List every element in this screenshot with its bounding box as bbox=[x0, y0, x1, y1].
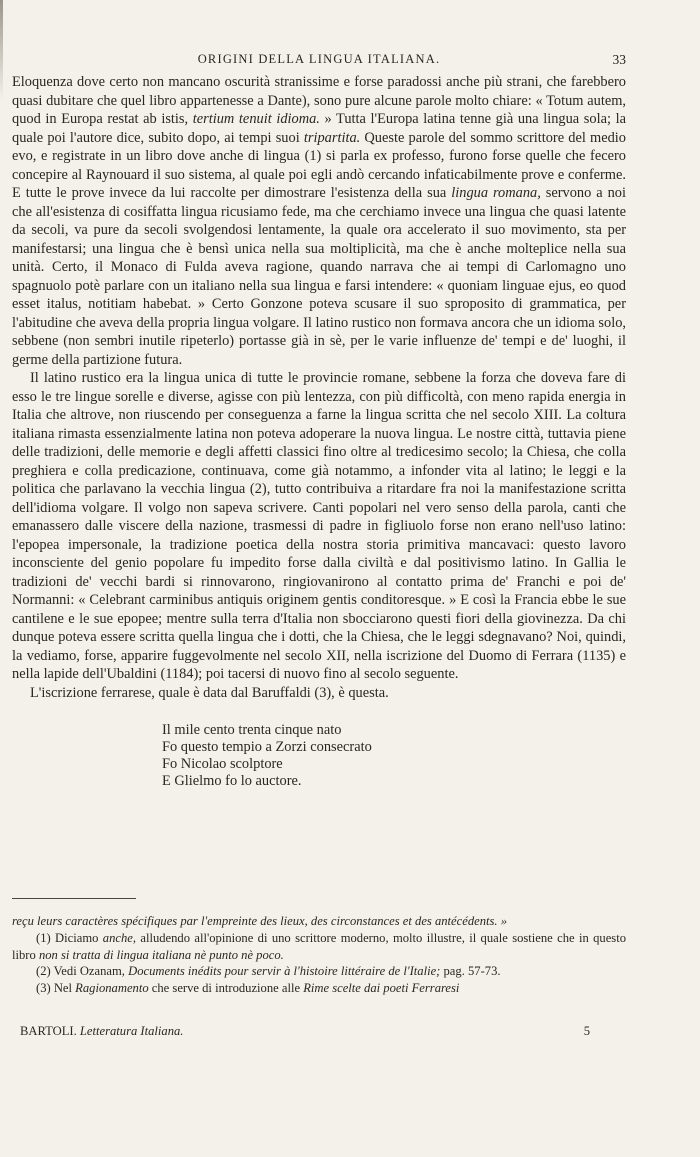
paragraph-1 bbox=[12, 73, 626, 369]
page-number: 33 bbox=[612, 52, 626, 67]
running-title: ORIGINI DELLA LINGUA ITALIANA. bbox=[197, 52, 441, 66]
paragraph-3: L'iscrizione ferrarese, quale è data dal Baruffaldi (3), è questa. bbox=[30, 684, 389, 701]
text-run: che serve di introduzione alle bbox=[148, 981, 304, 996]
italic-run: tripartita. bbox=[303, 129, 361, 146]
footnote-1 bbox=[12, 930, 626, 964]
italic-run: non si tratta di lingua italiana nè punto nè poco. bbox=[38, 947, 284, 962]
text-run: Queste parole del sommo scrittore del medio evo, e registrate in un libro dove anche di lingua (1) si parla ex professo, furono forse quelle che fecero concepire al Raynouard il suo sistema, al quale poi egli andò cercando infaticabilmente prove e conferme. E tutte le prove invece da lui raccolte per dimostrare l'esistenza della sua bbox=[12, 129, 626, 201]
running-header bbox=[12, 52, 626, 72]
text-run: servono a noi che all'esistenza di cosiffatta lingua ricusiamo fede, ma che cerchiamo invece una lingua che quasi latente da secoli, va pure da secoli svolgendosi lentamente, la quale ora accelerato il suo movimento, sta per manifestarsi; una lingua che è bensì unica nella sua moltiplicità, ma che è anche molteplice nella sua unità. Certo, il Monaco di Fulda aveva ragione, quando narrava che ai tempi di Carlomagno uno spagnuolo potè parlare con un italiano nella sua lingua e farsi intendere: « quoniam linguae ejus, eo quod esset italus, notitiam habebat. » Certo Gonzone poteva scusare il suo sproposito di grammatica, per l'abitudine che aveva della propria lingua volgare. Il latino rustico non formava ancora che un idioma solo, sebbene (non sembri inutile ripeterlo) portasse già in sè, per le varie influenze de' tempi e de' luoghi, il germe della partizione futura. bbox=[12, 185, 626, 368]
italic-run: tertium tenuit idioma. bbox=[192, 111, 320, 127]
text-run: pag. 57-73. bbox=[440, 964, 501, 979]
footer-work: Letteratura Italiana. bbox=[79, 1024, 184, 1038]
italic-run: lingua romana, bbox=[451, 185, 541, 201]
footnotes bbox=[12, 913, 626, 997]
italic-run: reçu leurs caractères spécifiques par l'empreinte des lieux, des circonstances et des antécédents. » bbox=[12, 914, 507, 928]
italic-run: Documents inédits pour servir à l'histoire littéraire de l'Italie; bbox=[128, 964, 441, 979]
italic-run: Rime scelte dai poeti Ferraresi bbox=[303, 981, 460, 996]
italic-run: Ragionamento bbox=[75, 981, 149, 996]
verse-line: Fo questo tempio a Zorzi consecrato bbox=[162, 739, 372, 755]
footnote-rule bbox=[12, 898, 136, 899]
text-run: (2) Vedi Ozanam, bbox=[36, 964, 129, 979]
inscription-verse bbox=[162, 722, 626, 790]
verse-line: Il mile cento trenta cinque nato bbox=[162, 722, 342, 738]
text-run: (1) Diciamo bbox=[36, 930, 103, 945]
page-edge-shadow bbox=[0, 0, 3, 100]
paragraph-2: Il latino rustico era la lingua unica di tutte le provincie romane, sebbene la forza che doveva fare di esso le tre lingue sorelle e diverse, agisse con più lentezza, con più difficoltà, con meno rapida energia in Italia che altrove, non riuscendo per conseguenza a farne la lingua scritta che nel secolo XIII. La coltura italiana rimasta essenzialmente latina non poteva adoperare la nuova lingua. Le nostre città, tuttavia piene delle tradizioni, delle memorie e degli affetti classici fino oltre al tredicesimo secolo; la Chiesa, che colla preghiera e colla predicazione, continuava, come già notammo, a infonder vita al latino; le leggi e la politica che parlavano la vecchia lingua (2), tutto contribuiva a ritardare fra noi la manifestazione scritta dell'idioma volgare. Il volgo non sapeva scrivere. Canti popolari nel vero senso della parola, canti che emanassero dalle viscere della nazione, trasmessi di padre in figliuolo forse non erano nell'uso latino: l'epopea impersonale, la tradizione poetica della nostra storia primitiva mancavaci: questo lavoro inconsciente del genio popolare fu impedito forse dalla civiltà e dal positivismo latino. In Gallia le tradizioni de' vecchi bardi si rinnovarono, ringiovanirono al contatto prima de' Franchi e poi de' Normanni: « Celebrant carminibus antiquis originem gentis conditoresque. » E così la Francia ebbe le sue cantilene e le sue epopee; mentre sulla terra d'Italia non sbocciarono questi fiori della giovinezza. Da chi dunque poteva essere scritta quella lingua che i dotti, che la Chiesa, che le leggi sdegnavano? Noi, quindi, la vediamo, forse, apparire fuggevolmente nel secolo XII, nella iscrizione del Duomo di Ferrara (1135) e nella lapide dell'Ubaldini (1184); poi tacersi di nuovo fino al secolo seguente. bbox=[12, 370, 626, 682]
text-run: Eloquenza dove certo non mancano oscurità stranissime e forse paradossi anche più strani, che farebbero quasi dubitare che quel libro appartenesse a Dante), sono pure alcune parole molto chiare: « Totum autem, quod in Europa restat ab istis, bbox=[12, 74, 626, 127]
main-text bbox=[12, 73, 626, 790]
text-run: alludendo all'opinione di uno scrittore moderno, molto illustre, il quale sostiene che in questo libro bbox=[12, 930, 626, 962]
footnote-2 bbox=[12, 963, 626, 980]
footnote-3 bbox=[12, 980, 626, 997]
verse-line: Fo Nicolao scolptore bbox=[162, 756, 283, 772]
footnote-continuation bbox=[12, 913, 626, 930]
footer-author: BARTOLI. bbox=[20, 1024, 77, 1038]
text-run: » Tutta l'Europa latina tenne già una lingua sola; la quale poi l'autore dice, subito dopo, ai tempi suoi bbox=[12, 111, 626, 146]
signature-line bbox=[20, 1024, 590, 1042]
verse-line: E Glielmo fo lo auctore. bbox=[162, 773, 302, 789]
text-run: (3) Nel bbox=[36, 981, 76, 996]
italic-run: anche, bbox=[102, 930, 136, 945]
signature-mark: 5 bbox=[583, 1024, 590, 1038]
